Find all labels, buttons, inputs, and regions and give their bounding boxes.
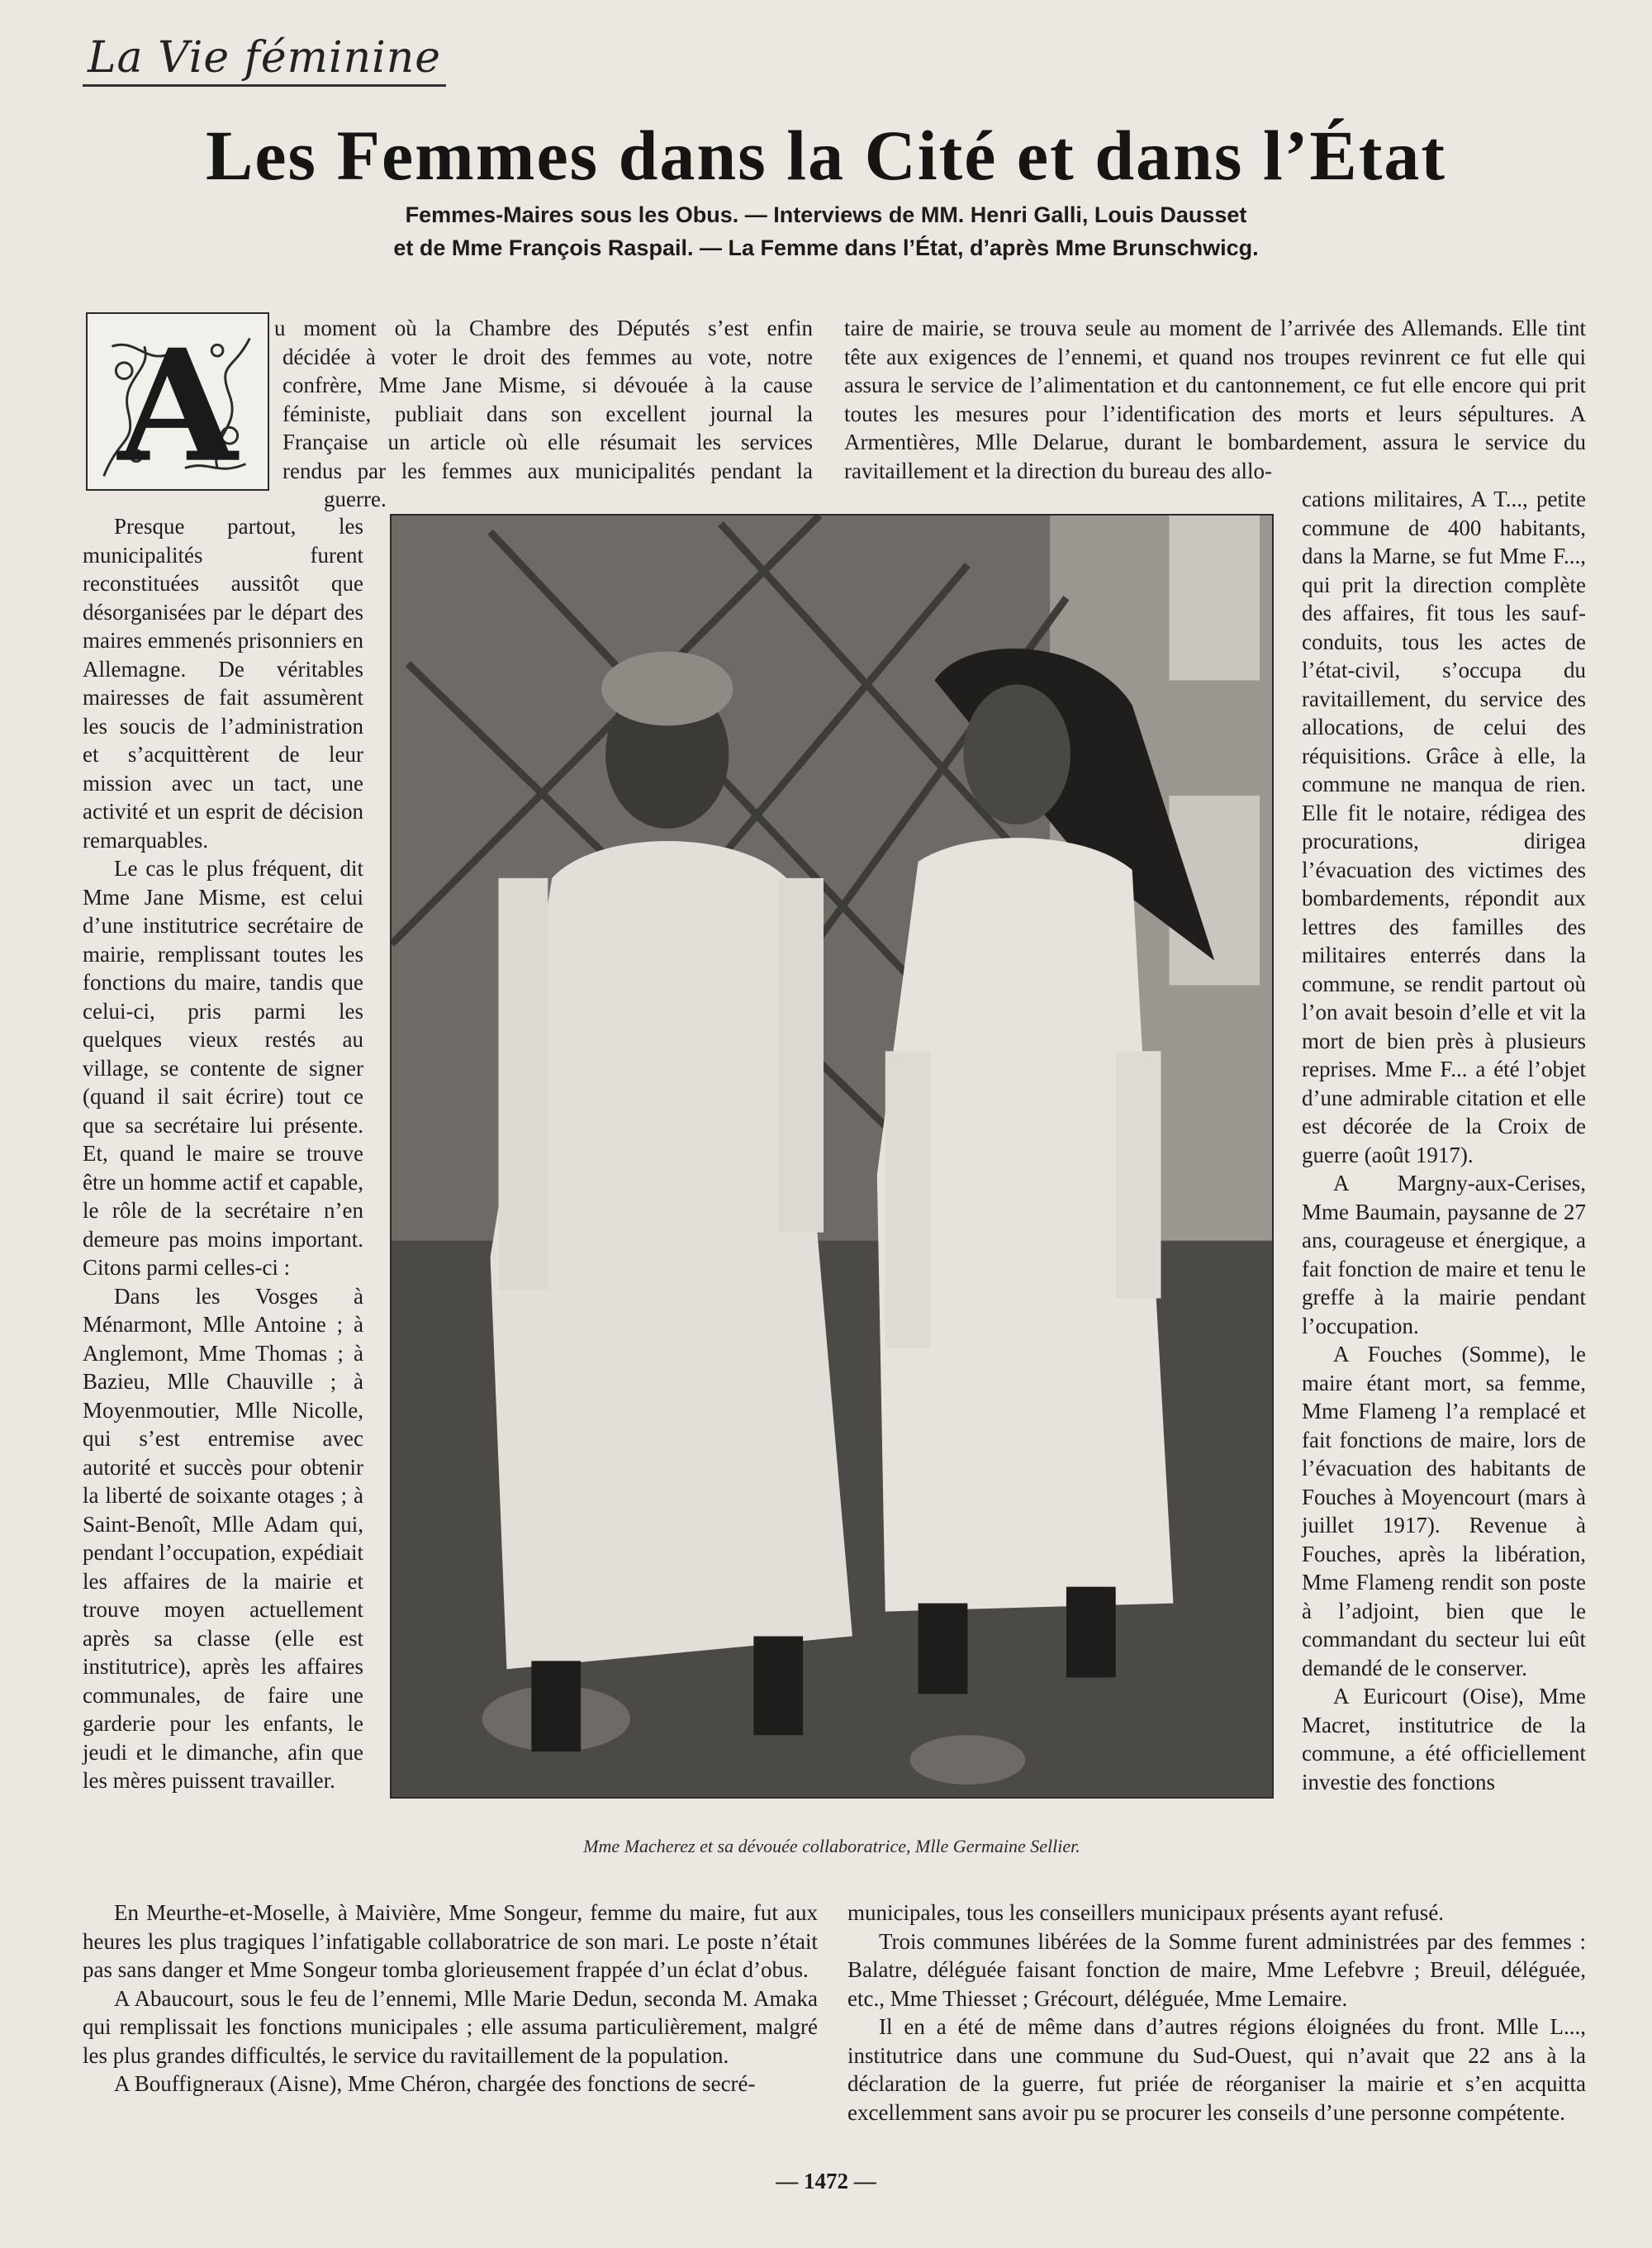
article-title: Les Femmes dans la Cité et dans l’État: [205, 116, 1447, 195]
paragraph: Dans les Vosges à Ménarmont, Mlle Antoine ; à Anglemont, Mme Thomas ; à Bazieu, Mlle Chauville ; à Moyenmoutier, Mlle Nicolle, qui s’est entremise avec autorité et succès pour obtenir la liberté de soixante otages ; à Saint-Benoît, Mlle Adam qui, pendant l’occupation, expédiait les affaires de la mairie et trouve moyen actuellement après sa classe (elle est institutrice), après les affaires communales, de faire une garderie pour les enfants, le jeudi et le dimanche, afin que les mères puissent travailler.: [83, 1283, 363, 1793]
paragraph: A Margny-aux-Cerises, Mme Baumain, paysanne de 27 ans, courageuse et énergique, a fait fonction de maire et tenu le greffe à la mairie pendant l’occupation.: [1302, 1171, 1586, 1338]
paragraph: taire de mairie, se trouva seule au moment de l’arrivée des Allemands. Elle tint tête aux exigences de l’ennemi, et quand nos troupes revinrent ce fut elle qui assura le service de l’alimentation et du cantonnement, ce fut elle encore qui prit toutes les mesures pour l’identification des morts et leurs sépultures. A Armentières, Mlle Delarue, durant le bombardement, assura le service du ravitaillement et la direction du bureau des allo-: [844, 316, 1586, 483]
paragraph: A Fouches (Somme), le maire étant mort, sa femme, Mme Flameng l’a remplacé et fait fonctions de maire, lors de l’évacuation des habitants de Fouches à Moyencourt (mars à juillet 1917). Revenue à Fouches, après la libération, Mme Flameng rendit son poste à l’adjoint, bien que le commandant du secteur lui eût demandé de le conserver.: [1302, 1342, 1586, 1680]
paragraph: Trois communes libérées de la Somme furent administrées par des femmes : Balatre, déléguée faisant fonction de maire, Mme Lefebvre ; Breuil, déléguée, etc., Mme Thiesset ; Grécourt, déléguée, Mme Lemaire.: [847, 1928, 1586, 2011]
paragraph: A Euricourt (Oise), Mme Macret, institutrice de la commune, a été officiellement investie des fonctions: [1302, 1684, 1586, 1794]
paragraph: Il en a été de même dans d’autres régions éloignées du front. Mlle L..., institutrice dans une commune du Sud-Ouest, qui n’avait que 22 ans à la déclaration de la guerre, fut priée de réorganiser la mairie et s’en acquitta excellemment sans avoir pu se procurer les conseils d’une personne compétente.: [847, 2014, 1586, 2125]
intro-line: décidée à voter le droit des femmes au vote, notre: [282, 344, 813, 369]
photo-caption: Mme Macherez et sa dévouée collaboratrice, Mlle Germaine Sellier.: [583, 1836, 1080, 1856]
intro-line: Française un article où elle résumait les services: [282, 430, 813, 454]
intro-line: rendus par les femmes aux municipalités pendant la: [282, 458, 813, 483]
top-right-block: [844, 314, 1586, 485]
subtitle-line-1: Femmes-Maires sous les Obus. — Interviews de MM. Henri Galli, Louis Dausset: [405, 202, 1247, 227]
subtitle-line-2: et de Mme François Raspail. — La Femme dans l’État, d’après Mme Brunschwicg.: [393, 235, 1259, 260]
page-number: — 1472 —: [776, 2169, 876, 2193]
bottom-right-block: [847, 1899, 1586, 2127]
left-column: [83, 512, 363, 1795]
dropcap-ornament: [86, 312, 269, 491]
paragraph: A Abaucourt, sous le feu de l’ennemi, Mlle Marie Dedun, seconda M. Amaka qui remplissait les fonctions municipales ; elle assuma particulièrement, malgré les plus grandes difficultés, le service du ravitaillement de la population.: [83, 1985, 818, 2068]
right-column: [1302, 485, 1586, 1796]
photo-two-women: [390, 514, 1274, 1799]
intro-last-line: guerre.: [324, 487, 387, 511]
dropcap-letter: A: [117, 315, 238, 489]
intro-line: confrère, Mme Jane Misme, si dévouée à la cause: [282, 373, 813, 397]
paragraph: Le cas le plus fréquent, dit Mme Jane Misme, est celui d’une institutrice secrétaire de mairie, remplissant toutes les fonctions du maire, tandis que celui-ci, pris parmi les quelques vieux restés au village, se contente de signer (quand il sait écrire) tout ce que sa secrétaire lui présente. Et, quand le maire se trouve être un homme actif et capable, le rôle de la secrétaire n’en demeure pas moins important. Citons parmi celles-ci :: [83, 856, 363, 1280]
bottom-left-block: [83, 1899, 818, 2098]
intro-block: [274, 314, 813, 485]
article-subtitle: [0, 198, 1652, 264]
paragraph: cations militaires, A T..., petite commune de 400 habitants, dans la Marne, se fut Mme F..., qui prit la direction complète des affaires, fit tous les sauf-conduits, tous les actes de l’état-civil, s’occupa du ravitaillement, du service des allocations, de celui des réquisitions. Grâce à elle, la commune ne manqua de rien. Elle fit le notaire, rédigea des procurations, dirigea l’évacuation des victimes des bombardements, répondit aux lettres des familles des militaires enterrés dans la commune, se rendit partout où l’on avait besoin d’elle et vit la mort de bien près à plusieurs reprises. Mme F... a été l’objet d’une admirable citation et elle est décorée de la Croix de guerre (août 1917).: [1302, 487, 1586, 1167]
paragraph: municipales, tous les conseillers municipaux présents ayant refusé.: [847, 1900, 1445, 1925]
paragraph: A Bouffigneraux (Aisne), Mme Chéron, chargée des fonctions de secré-: [114, 2071, 756, 2096]
paragraph: Presque partout, les municipalités furent reconstituées aussitôt que désorganisées par le départ des maires emmenés prisonniers en Allemagne. De véritables mairesses de fait assumèrent les soucis de l’administration et s’acquittèrent de leur mission avec un tact, une activité et un esprit de décision remarquables.: [83, 514, 363, 853]
intro-line: féministe, publiait dans son excellent journal la: [282, 401, 813, 426]
masthead: La Vie féminine: [83, 33, 446, 87]
paragraph: En Meurthe-et-Moselle, à Maivière, Mme Songeur, femme du maire, fut aux heures les plus tragiques l’infatigable collaboratrice de son mari. Le poste n’était pas sans danger et Mme Songeur tomba glorieusement frappée d’un éclat d’obus.: [83, 1900, 818, 1982]
intro-line: u moment où la Chambre des Députés s’est enfin: [274, 316, 813, 340]
